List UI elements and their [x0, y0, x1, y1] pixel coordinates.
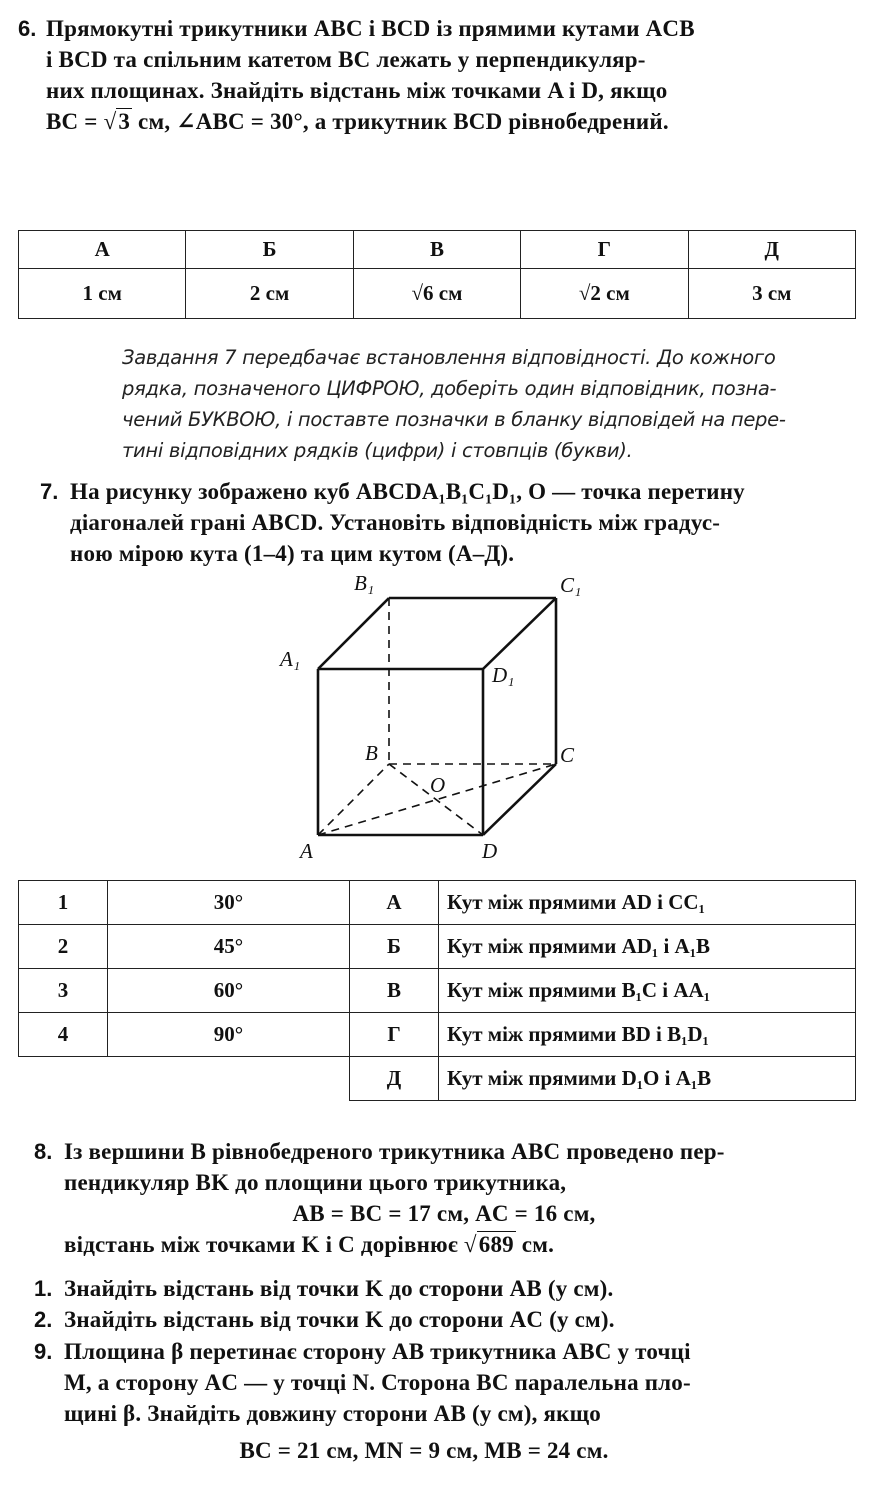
problem-6-number: 6.	[18, 16, 37, 41]
label-a: A	[300, 839, 313, 863]
answer-value-d: 3 см	[688, 269, 855, 319]
question-8-1-number: 1.	[34, 1276, 53, 1301]
right-row-letter: Д	[350, 1057, 439, 1101]
problem-6-line-4: BC = √3 см, ∠ABC = 30°, а трикутник BCD рівнобедрений.	[46, 106, 846, 137]
right-row-text: Кут між прямими BD і B₁D₁	[439, 1013, 856, 1057]
problem-8-line-2: пендикуляр BK до площини цього трикутника,	[64, 1170, 567, 1195]
left-row-number: 2	[19, 925, 108, 969]
problem-9-line-2: M, а сторону AC — у точці N. Сторона BC паралельна пло-	[64, 1370, 691, 1395]
right-row-text: Кут між прямими AD₁ і A₁B	[439, 925, 856, 969]
problem-8-line-4: відстань між точками K і C дорівнює √689 см.	[64, 1229, 854, 1260]
blank-cell	[19, 1057, 108, 1101]
instruction-line-2: рядка, позначеного ЦИФРОЮ, доберіть один відповідник, позна-	[122, 377, 777, 400]
answer-value-a: 1 см	[19, 269, 186, 319]
problem-7-text	[70, 476, 860, 569]
question-8-1: Знайдіть відстань від точки K до сторони AB (у см).	[64, 1276, 614, 1301]
problem-8-number: 8.	[34, 1139, 53, 1164]
right-row-letter: Б	[350, 925, 439, 969]
left-row-number: 3	[19, 969, 108, 1013]
problem-6-line-3: них площинах. Знайдіть відстань між точками A і D, якщо	[46, 78, 668, 103]
problem-8-text	[64, 1136, 854, 1260]
label-a1: A₁	[280, 647, 301, 671]
label-c: C	[560, 743, 575, 767]
instruction-line-1: Завдання 7 передбачає встановлення відповідності. До кожного	[122, 346, 776, 369]
hidden-edge-a-b	[318, 764, 389, 835]
answer-header-d: Д	[688, 231, 855, 269]
problem-6-line-2: і BCD та спільним катетом BC лежать у перпендикуляр-	[46, 47, 646, 72]
blank-cell	[108, 1057, 350, 1101]
edge-a1-b1	[318, 598, 389, 669]
problem-7-line-3: ною мірою кута (1–4) та цим кутом (А–Д).	[70, 541, 515, 566]
answer-header-b: Б	[186, 231, 353, 269]
left-row-angle: 45°	[108, 925, 350, 969]
left-row-number: 4	[19, 1013, 108, 1057]
label-b: B	[365, 741, 378, 765]
label-c1: C₁	[560, 573, 582, 597]
problem-7-line-1: На рисунку зображено куб ABCDA₁B₁C₁D₁, O — точка перетину	[70, 479, 745, 504]
label-d: D	[482, 839, 498, 863]
label-d1: D₁	[492, 663, 515, 687]
problem-6-answer-table	[18, 230, 856, 319]
right-row-text: Кут між прямими D₁O і A₁B	[439, 1057, 856, 1101]
answer-header-a: А	[19, 231, 186, 269]
right-row-text: Кут між прямими B₁C і AA₁	[439, 969, 856, 1013]
answer-value-g: √2 см	[521, 269, 688, 319]
answer-header-v: В	[353, 231, 520, 269]
problem-7-matching-table	[18, 880, 856, 1101]
problem-6-line-1: Прямокутні трикутники ABC і BCD із прямими кутами ACB	[46, 16, 695, 41]
problem-7-line-2: діагоналей грані ABCD. Установіть відповідність між градус-	[70, 510, 721, 535]
problem-9-number: 9.	[34, 1339, 53, 1364]
edge-d1-c1	[483, 598, 556, 669]
problem-7-number: 7.	[40, 479, 59, 504]
answer-value-v: √6 см	[353, 269, 520, 319]
instruction-line-4: тині відповідних рядків (цифри) і стовпців (букви).	[122, 439, 633, 462]
question-8-2: Знайдіть відстань від точки K до сторони AC (у см).	[64, 1307, 615, 1332]
answer-header-g: Г	[521, 231, 688, 269]
sqrt-sign: √689	[463, 1232, 514, 1257]
problem-6-text	[46, 13, 846, 137]
problem-8-line-3: AB = BC = 17 см, AC = 16 см,	[292, 1201, 596, 1226]
instruction-block	[122, 342, 862, 466]
answer-value-b: 2 см	[186, 269, 353, 319]
right-row-letter: В	[350, 969, 439, 1013]
left-row-number: 1	[19, 881, 108, 925]
cube-figure	[270, 570, 590, 870]
left-row-angle: 30°	[108, 881, 350, 925]
problem-9-line-1: Площина β перетинає сторону AB трикутника ABC у точці	[64, 1339, 691, 1364]
left-row-angle: 60°	[108, 969, 350, 1013]
label-o: O	[430, 773, 446, 797]
problem-8-line-1: Із вершини B рівнобедреного трикутника ABC проведено пер-	[64, 1139, 725, 1164]
sqrt-sign: √3	[103, 109, 131, 134]
problem-9-line-4: BC = 21 см, MN = 9 см, MB = 24 см.	[239, 1438, 609, 1463]
question-8-2-number: 2.	[34, 1307, 53, 1332]
right-row-letter: Г	[350, 1013, 439, 1057]
problem-9-text	[64, 1336, 854, 1466]
label-b1: B₁	[354, 571, 375, 595]
instruction-line-3: чений БУКВОЮ, і поставте позначки в бланку відповідей на пере-	[122, 408, 786, 431]
right-row-letter: А	[350, 881, 439, 925]
left-row-angle: 90°	[108, 1013, 350, 1057]
problem-9-line-3: щині β. Знайдіть довжину сторони AB (у см), якщо	[64, 1401, 601, 1426]
right-row-text: Кут між прямими AD і CC₁	[439, 881, 856, 925]
